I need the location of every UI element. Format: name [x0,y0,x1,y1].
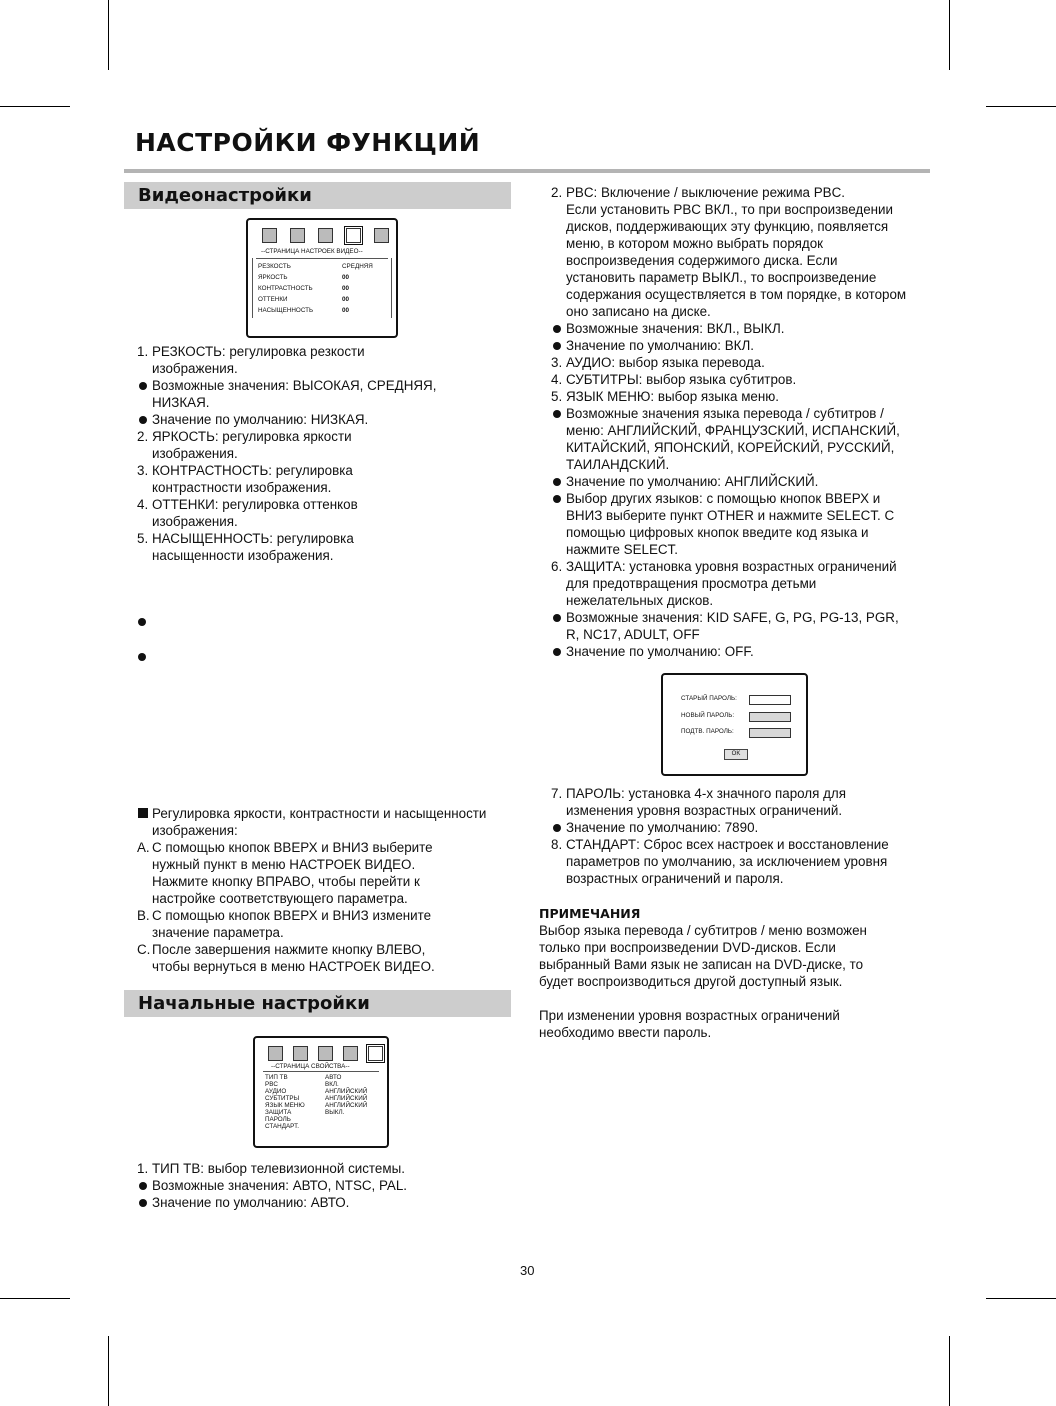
menu-row-label: НАСЫЩЕННОСТЬ [258,307,314,314]
item-number: 4. [137,497,149,512]
item-text: Возможные значения: АВТО, NTSC, PAL. [152,1178,408,1193]
bullet-dot [138,618,146,626]
item-text: Значение по умолчанию: АВТО. [152,1195,350,1210]
item-text: PBC: Включение / выключение режима PBC. [566,185,845,200]
item-text: настройке соответствующего параметра. [152,891,408,906]
menu-row-label: ЗАЩИТА [265,1109,292,1116]
item-text: изображения. [152,514,238,529]
list-item [137,1194,507,1211]
item-text: воспроизведения содержимого диска. Если [566,253,838,268]
menu-header: --СТРАНИЦА СВОЙСТВА-- [271,1063,350,1070]
list-item [551,388,941,405]
crop-mark [108,0,109,70]
item-text: Значение по умолчанию: НИЗКАЯ. [152,412,369,427]
menu-row-value: АНГЛИЙСКИЙ [325,1088,368,1095]
menu-row-label: РЕЗКОСТЬ [258,263,291,270]
menu-row-label: ПАРОЛЬ [265,1116,291,1123]
section-title-initial: Начальные настройки [124,990,511,1017]
menu-header: --СТРАНИЦА НАСТРОЕК ВИДЕО-- [261,248,363,255]
item-text: НАСЫЩЕННОСТЬ: регулировка [152,531,354,546]
menu-row-label: ТИП ТВ [265,1074,288,1081]
item-number: 7. [551,786,563,801]
list-item [551,337,941,354]
old-password-label: СТАРЫЙ ПАРОЛЬ: [681,695,737,702]
menu-row-value: 00 [342,307,350,314]
page-number: 30 [520,1263,535,1278]
item-text: ПАРОЛЬ: установка 4-х значного пароля для [566,786,846,801]
list-item [137,462,507,496]
list-item [551,184,941,320]
menu-row-value: ВЫКЛ. [325,1109,345,1116]
general-icon [268,1046,283,1061]
item-text: нажмите SELECT. [566,542,678,557]
item-text: ЯЗЫК МЕНЮ: выбор языка меню. [566,389,780,404]
item-number: 2. [551,185,563,200]
item-text: Регулировка яркости, контрастности и насыщенности [152,806,487,821]
menu-row-label: АУДИО [265,1088,287,1095]
item-text: ЯРКОСТЬ: регулировка яркости [152,429,352,444]
item-text: меню: АНГЛИЙСКИЙ, ФРАНЦУЗСКИЙ, ИСПАНСКИЙ, [566,423,900,438]
item-text: R, NC17, ADULT, OFF [566,627,700,642]
page-title: НАСТРОЙКИ ФУНКЦИЙ [135,128,481,157]
list-item [551,371,941,388]
list-item [137,1177,507,1194]
item-text: изменения уровня возрастных ограничений. [566,803,843,818]
item-number: 3. [137,463,149,478]
menu-row-label: СТАНДАРТ. [265,1123,300,1130]
item-number: 4. [551,372,563,387]
divider [252,258,253,318]
menu-row-value: СРЕДНЯЯ [342,263,373,270]
list-item [137,1160,507,1177]
item-text: нужный пункт в меню НАСТРОЕК ВИДЕО. [152,857,416,872]
item-text: КОНТРАСТНОСТЬ: регулировка [152,463,353,478]
item-text: значение параметра. [152,925,284,940]
item-number: 5. [137,531,149,546]
menu-row-label: PBC [265,1081,278,1088]
list-item [137,343,507,377]
list-item [551,836,941,887]
new-password-label: НОВЫЙ ПАРОЛЬ: [681,712,735,719]
menu-row-value: ВКЛ. [325,1081,339,1088]
right-column-list [551,184,941,660]
item-text: ЗАЩИТА: установка уровня возрастных ограничений [566,559,897,574]
item-text: С помощью кнопок ВВЕРХ и ВНИЗ измените [152,908,432,923]
item-letter: B. [137,908,150,923]
new-password-field[interactable] [749,712,791,722]
item-number: 1. [137,1161,149,1176]
item-text: параметров по умолчанию, за исключением уровня [566,854,888,869]
notes-title: ПРИМЕЧАНИЯ [539,906,641,921]
item-text: меню, в котором можно выбрать порядок [566,236,824,251]
crop-mark [986,106,1056,107]
item-text: Если установить PBC ВКЛ., то при воспроизведении [566,202,894,217]
divider [256,258,388,259]
note-text: При изменении уровня возрастных ограничений [539,1008,840,1023]
video-settings-menu [246,218,398,338]
item-text: возрастных ограничений и пароля. [566,871,784,886]
item-text: насыщенности изображения. [152,548,334,563]
item-text: НИЗКАЯ. [152,395,210,410]
crop-mark [949,0,950,70]
list-item [137,377,507,411]
item-text: Значение по умолчанию: ВКЛ. [566,338,754,353]
password-dialog [661,673,808,776]
crop-mark [108,1336,109,1406]
video-icon [346,228,361,243]
list-item [137,411,507,428]
note-text: будет воспроизводиться другой доступный язык. [539,974,843,989]
list-item [137,428,507,462]
item-number: 5. [551,389,563,404]
list-item [551,405,941,473]
menu-row-label: ЯРКОСТЬ [258,274,288,281]
item-text: Возможные значения: ВЫСОКАЯ, СРЕДНЯЯ, [152,378,437,393]
item-text: ВНИЗ выберите пункт OTHER и нажмите SELECT. С [566,508,895,523]
menu-row-value: 00 [342,274,350,281]
note-text: необходимо ввести пароль. [539,1025,712,1040]
note-text: выбранный Вами язык не записан на DVD-диске, то [539,957,864,972]
list-item [551,558,941,609]
list-item [137,496,507,530]
list-item [551,785,941,819]
list-item [137,839,512,907]
divider [263,1071,379,1072]
right-column-list-2 [551,785,941,887]
item-text: СТАНДАРТ: Сброс всех настроек и восстановление [566,837,889,852]
menu-row-label: ЯЗЫК МЕНЮ [265,1102,305,1109]
video-icon [343,1046,358,1061]
section-title-video: Видеонастройки [124,182,511,209]
item-text: После завершения нажмите кнопку ВЛЕВО, [152,942,426,957]
item-text: установить параметр ВЫКЛ., то воспроизведение [566,270,877,285]
audio-icon [290,228,305,243]
title-rule [124,169,930,173]
item-text: Возможные значения: ВКЛ., ВЫКЛ. [566,321,785,336]
ok-button[interactable]: OK [724,749,748,760]
item-text: контрастности изображения. [152,480,332,495]
video-settings-list [137,343,507,564]
note-text: только при воспроизведении DVD-дисков. Если [539,940,836,955]
menu-row-label: КОНТРАСТНОСТЬ [258,285,313,292]
item-text: Значение по умолчанию: АНГЛИЙСКИЙ. [566,474,819,489]
item-text: ОТТЕНКИ: регулировка оттенков [152,497,358,512]
item-text: содержания осуществляется в том порядке, в котором [566,287,907,302]
item-text: С помощью кнопок ВВЕРХ и ВНИЗ выберите [152,840,433,855]
item-number: 1. [137,344,149,359]
list-item [137,941,512,975]
item-text: ТИП ТВ: выбор телевизионной системы. [152,1161,405,1176]
item-text: Значение по умолчанию: 7890. [566,820,759,835]
item-text: СУБТИТРЫ: выбор языка субтитров. [566,372,797,387]
divider [391,258,392,318]
general-icon [262,228,277,243]
list-item [551,609,941,643]
crop-mark [0,106,70,107]
list-item [551,643,941,660]
item-text: изображения. [152,361,238,376]
adjust-instructions [137,805,512,975]
preference-icon [374,228,389,243]
menu-icon-bar [262,228,389,244]
item-text: КИТАЙСКИЙ, ЯПОНСКИЙ, КОРЕЙСКИЙ, РУССКИЙ, [566,440,895,455]
property-settings-menu [253,1036,389,1148]
list-item [551,354,941,371]
list-item [137,530,507,564]
dolby-icon [318,228,333,243]
item-text: АУДИО: выбор языка перевода. [566,355,765,370]
item-text: для предотвращения просмотра детьми [566,576,817,591]
item-text: Выбор других языков: с помощью кнопок ВВЕРХ и [566,491,881,506]
item-text: ТАИЛАНДСКИЙ. [566,457,670,472]
initial-settings-list [137,1160,507,1211]
item-text: нежелательных дисков. [566,593,714,608]
item-text: чтобы вернуться в меню НАСТРОЕК ВИДЕО. [152,959,435,974]
menu-row-label: СУБТИТРЫ [265,1095,300,1102]
item-letter: C. [137,942,151,957]
item-number: 3. [551,355,563,370]
item-letter: A. [137,840,150,855]
confirm-password-field[interactable] [749,728,791,738]
dolby-icon [318,1046,333,1061]
menu-row-value: 00 [342,285,350,292]
audio-icon [293,1046,308,1061]
list-item [137,805,512,839]
item-number: 2. [137,429,149,444]
item-text: РЕЗКОСТЬ: регулировка резкости [152,344,365,359]
bullet-dot [138,653,146,661]
item-text: дисков, поддерживающих эту функцию, появляется [566,219,889,234]
notes-body [539,922,929,1041]
preference-icon [368,1046,383,1061]
menu-row-label: ОТТЕНКИ [258,296,288,303]
item-text: Возможные значения: KID SAFE, G, PG, PG-13, PGR, [566,610,899,625]
item-text: оно записано на диске. [566,304,711,319]
crop-mark [986,1298,1056,1299]
item-text: помощью цифровых кнопок введите код языка и [566,525,869,540]
item-text: Значение по умолчанию: OFF. [566,644,754,659]
note-text: Выбор языка перевода / субтитров / меню возможен [539,923,867,938]
list-item [551,320,941,337]
list-item [551,490,941,558]
item-text: Нажмите кнопку ВПРАВО, чтобы перейти к [152,874,420,889]
confirm-password-label: ПОДТВ. ПАРОЛЬ: [681,728,734,735]
old-password-field[interactable] [749,695,791,705]
item-text: изображения: [152,823,238,838]
menu-row-value: АНГЛИЙСКИЙ [325,1102,368,1109]
item-text: Возможные значения языка перевода / субтитров / [566,406,884,421]
item-number: 8. [551,837,563,852]
crop-mark [0,1298,70,1299]
menu-row-value: 00 [342,296,350,303]
menu-row-value: АНГЛИЙСКИЙ [325,1095,368,1102]
menu-icon-bar [268,1046,383,1062]
item-text: изображения. [152,446,238,461]
item-number: 6. [551,559,563,574]
list-item [551,473,941,490]
list-item [137,907,512,941]
crop-mark [949,1336,950,1406]
list-item [551,819,941,836]
menu-row-value: АВТО [325,1074,342,1081]
